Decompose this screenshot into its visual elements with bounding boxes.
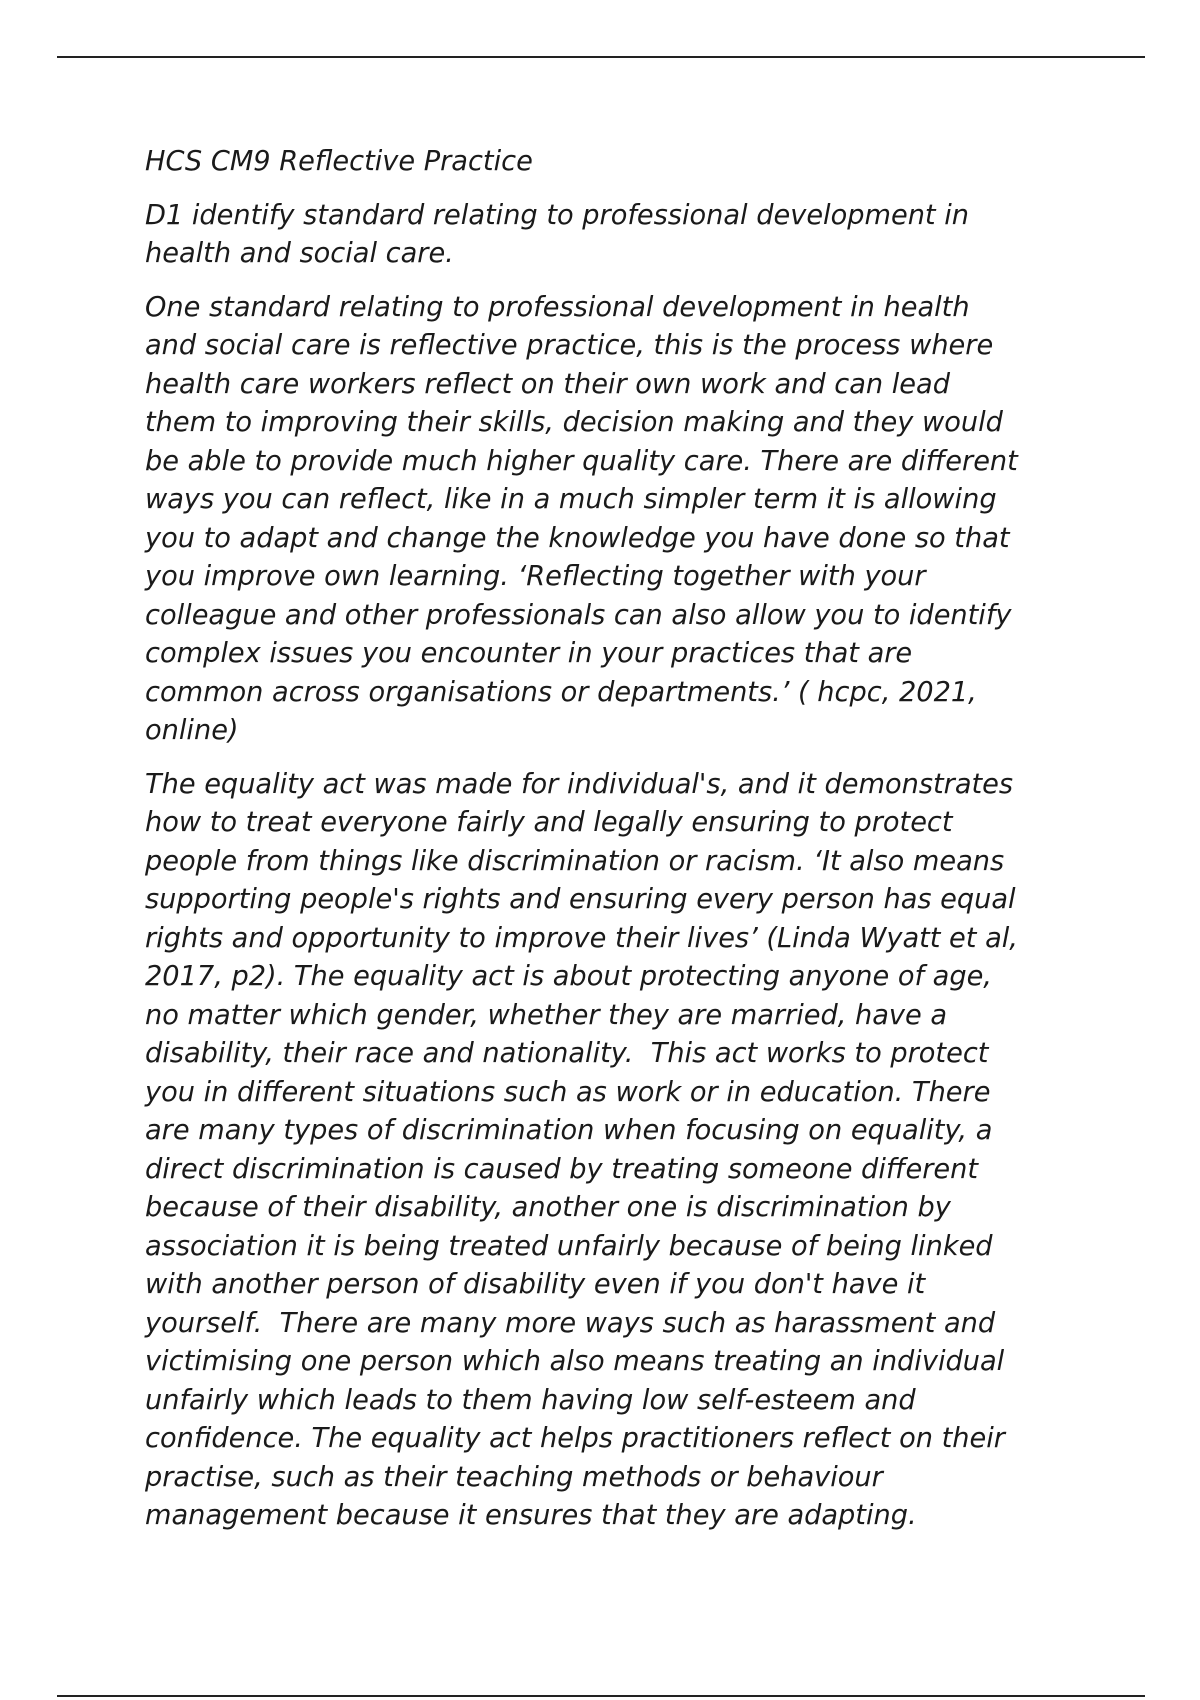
header-rule — [57, 56, 1145, 58]
heading-line: D1 identify standard relating to professional development in — [145, 199, 970, 231]
paragraph-line: because of their disability, another one is discrimination by — [145, 1192, 951, 1223]
document-title — [145, 143, 1065, 182]
paragraph-line: rights and opportunity to improve their lives’ (Linda Wyatt et al, — [145, 922, 1018, 954]
paragraph-line: you in different situations such as work or in education. There — [145, 1076, 991, 1108]
paragraph-line: online) — [145, 715, 239, 746]
paragraph-line: The equality act was made for individual's, and it demonstrates — [145, 768, 1014, 800]
paragraph-line: victimising one person which also means treating an individual — [145, 1346, 1005, 1377]
paragraph-line: are many types of discrimination when focusing on equality, a — [145, 1115, 993, 1146]
paragraph-line: disability, their race and nationality. This act works to protect — [145, 1038, 989, 1069]
section-heading — [145, 197, 1065, 274]
paragraph-line: unfairly which leads to them having low self-esteem and — [145, 1384, 916, 1416]
paragraph-line: you to adapt and change the knowledge you have done so that — [145, 522, 1010, 554]
paragraph-line: ways you can reflect, like in a much simpler term it is allowing — [145, 484, 997, 515]
paragraph-line: common across organisations or departments.’ ( hcpc, 2021, — [145, 676, 977, 708]
paragraph-line: you improve own learning. ‘Reflecting together with your — [145, 561, 926, 592]
paragraph-line: no matter which gender, whether they are married, have a — [145, 999, 948, 1031]
paragraph-line: yourself. There are many more ways such as harassment and — [145, 1307, 996, 1339]
paragraph-line: how to treat everyone fairly and legally ensuring to protect — [145, 807, 953, 838]
paragraph-line: management because it ensures that they are adapting. — [145, 1500, 917, 1531]
paragraph-line: complex issues you encounter in your practices that are — [145, 638, 913, 669]
paragraph-line: people from things like discrimination or racism. ‘It also means — [145, 845, 1005, 877]
paragraph-line: practise, such as their teaching methods or behaviour — [145, 1461, 883, 1493]
paragraph-line: One standard relating to professional development in health — [145, 291, 970, 323]
document-body — [145, 143, 1065, 1551]
paragraph-equality-act — [145, 766, 1065, 1536]
paragraph-line: 2017, p2). The equality act is about protecting anyone of age, — [145, 961, 992, 992]
paragraph-line: and social care is reflective practice, this is the process where — [145, 330, 994, 361]
paragraph-reflective-practice — [145, 289, 1065, 751]
paragraph-line: direct discrimination is caused by treating someone different — [145, 1153, 979, 1185]
paragraph-line: with another person of disability even if you don't have it — [145, 1269, 926, 1300]
heading-line: health and social care. — [145, 238, 454, 269]
paragraph-line: supporting people's rights and ensuring every person has equal — [145, 884, 1016, 915]
paragraph-line: colleague and other professionals can also allow you to identify — [145, 599, 1012, 631]
paragraph-line: be able to provide much higher quality care. There are different — [145, 445, 1018, 477]
paragraph-line: association it is being treated unfairly because of being linked — [145, 1230, 993, 1262]
title-line: HCS CM9 Reflective Practice — [145, 146, 533, 177]
paragraph-line: them to improving their skills, decision making and they would — [145, 407, 1003, 438]
paragraph-line: health care workers reflect on their own work and can lead — [145, 368, 950, 400]
paragraph-line: confidence. The equality act helps practitioners reflect on their — [145, 1423, 1005, 1454]
footer-rule — [57, 1695, 1145, 1697]
